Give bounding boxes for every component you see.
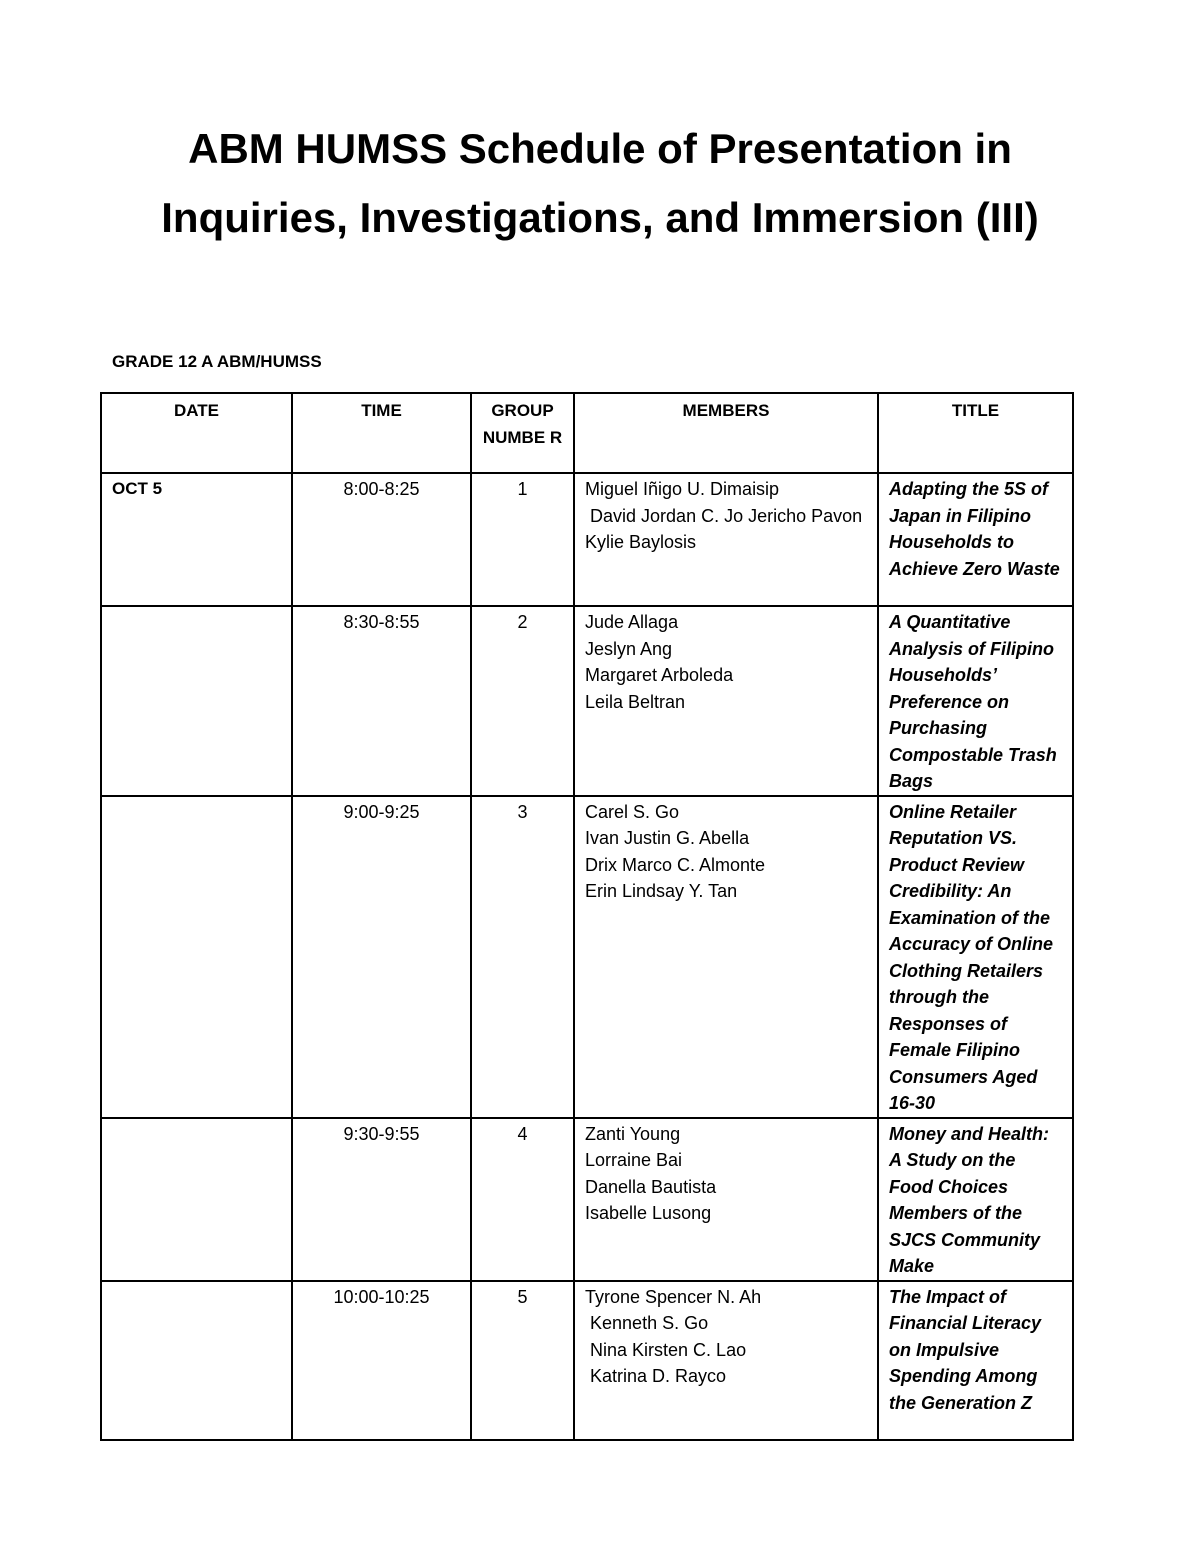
- schedule-table: [100, 392, 1074, 1441]
- header-date: DATE: [101, 393, 292, 473]
- time-cell: 10:00-10:25: [292, 1281, 471, 1440]
- member-name: Isabelle Lusong: [585, 1203, 712, 1223]
- time-cell: 8:30-8:55: [292, 606, 471, 796]
- time-cell: 9:00-9:25: [292, 796, 471, 1118]
- group-number-cell: 5: [471, 1281, 574, 1440]
- member-name: Danella Bautista: [585, 1176, 717, 1197]
- member-name: Jeslyn Ang: [585, 638, 673, 659]
- document-title-line-1: ABM HUMSS Schedule of Presentation in: [188, 125, 1012, 172]
- member-name: Ivan Justin G. Abella: [585, 828, 750, 848]
- title-cell: Online Retailer Reputation VS. Product Review Credibility: An Examination of the Accuracy of Online Clothing Retailers through the Responses of Female Filipino Consumers Aged 16-30: [878, 796, 1073, 1118]
- table-row: [101, 796, 1073, 1118]
- date-cell: [101, 796, 292, 1118]
- header-time: TIME: [292, 393, 471, 473]
- group-number-cell: 3: [471, 796, 574, 1118]
- group-number-cell: 4: [471, 1118, 574, 1281]
- member-name: Miguel Iñigo U. Dimaisip: [585, 479, 780, 499]
- document-title-line-2: Inquiries, Investigations, and Immersion (III): [161, 194, 1039, 241]
- member-name: David Jordan C. Jo Jericho Pavon: [585, 505, 863, 526]
- member-name: Tyrone Spencer N. Ah: [585, 1286, 762, 1307]
- time-cell: 8:00-8:25: [292, 473, 471, 606]
- member-name: Katrina D. Rayco: [585, 1366, 727, 1386]
- section-label: GRADE 12 A ABM/HUMSS: [112, 352, 322, 371]
- document-title: [0, 114, 1200, 252]
- members-cell: [574, 1281, 878, 1440]
- title-cell: Money and Health: A Study on the Food Choices Members of the SJCS Community Make: [878, 1118, 1073, 1281]
- header-title: TITLE: [878, 393, 1073, 473]
- table-row: [101, 473, 1073, 606]
- time-cell: 9:30-9:55: [292, 1118, 471, 1281]
- group-number-cell: 2: [471, 606, 574, 796]
- members-cell: [574, 796, 878, 1118]
- schedule-body: [101, 473, 1073, 1440]
- title-cell: The Impact of Financial Literacy on Impulsive Spending Among the Generation Z: [878, 1281, 1073, 1440]
- members-cell: [574, 606, 878, 796]
- member-name: Erin Lindsay Y. Tan: [585, 881, 738, 901]
- date-cell: [101, 1118, 292, 1281]
- header-members: MEMBERS: [574, 393, 878, 473]
- table-row: [101, 606, 1073, 796]
- member-name: Zanti Young: [585, 1123, 681, 1144]
- member-name: Carel S. Go: [585, 801, 680, 822]
- header-group-number: GROUP NUMBE R: [471, 393, 574, 473]
- member-name: Jude Allaga: [585, 612, 679, 632]
- member-name: Lorraine Bai: [585, 1150, 683, 1170]
- members-cell: [574, 473, 878, 606]
- date-cell: [101, 1281, 292, 1440]
- member-name: Drix Marco C. Almonte: [585, 854, 766, 875]
- table-header-row: [101, 393, 1073, 473]
- group-number-cell: 1: [471, 473, 574, 606]
- title-cell: A Quantitative Analysis of Filipino Households’ Preference on Purchasing Compostable Trash Bags: [878, 606, 1073, 796]
- member-name: Kylie Baylosis: [585, 532, 697, 552]
- date-cell: [101, 606, 292, 796]
- member-name: Kenneth S. Go: [585, 1313, 709, 1333]
- member-name: Nina Kirsten C. Lao: [585, 1339, 747, 1360]
- table-row: [101, 1118, 1073, 1281]
- member-name: Leila Beltran: [585, 691, 686, 712]
- member-name: Margaret Arboleda: [585, 665, 734, 685]
- table-row: [101, 1281, 1073, 1440]
- date-cell: OCT 5: [101, 473, 292, 606]
- title-cell: Adapting the 5S of Japan in Filipino Households to Achieve Zero Waste: [878, 473, 1073, 606]
- members-cell: [574, 1118, 878, 1281]
